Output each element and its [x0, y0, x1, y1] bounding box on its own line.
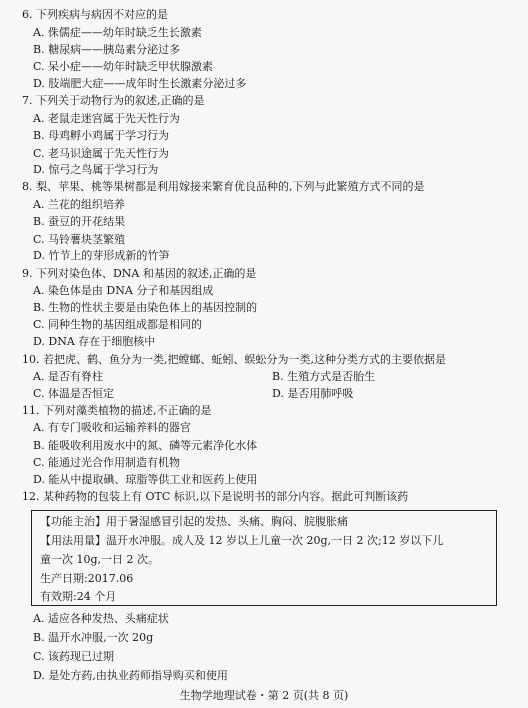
question-8-option-a: A. 兰花的组织培养 — [33, 198, 125, 211]
question-9-stem: 9. 下列对染色体、DNA 和基因的叙述,正确的是 — [22, 267, 257, 280]
question-10-option-c: C. 体温是否恒定 — [33, 387, 115, 400]
question-12-option-a: A. 适应各种发热、头痛症状 — [33, 612, 169, 625]
page-footer: 生物学地理试卷・第 2 页(共 8 页) — [179, 689, 349, 702]
box-line-shelf-life: 有效期:24 个月 — [40, 590, 117, 603]
question-7-option-a: A. 老鼠走迷宫属于先天性行为 — [33, 112, 180, 125]
question-6-stem: 6. 下列疾病与病因不对应的是 — [22, 8, 168, 21]
box-line-dosage: 【用法用量】温开水冲服。成人及 12 岁以上儿童一次 20g,一日 2 次;12 岁以下儿 — [40, 534, 444, 547]
question-7-option-d: D. 惊弓之鸟属于学习行为 — [33, 163, 159, 176]
question-11-stem: 11. 下列对藻类植物的描述,不正确的是 — [22, 404, 212, 417]
question-12-option-b: B. 温开水冲服,一次 20g — [33, 631, 154, 644]
box-line-indications: 【功能主治】用于暑湿感冒引起的发热、头痛、胸闷、脘腹胀痛 — [40, 515, 348, 528]
question-11-option-a: A. 有专门吸收和运输养料的器官 — [33, 421, 191, 434]
question-10-option-a: A. 是否有脊柱 — [33, 370, 103, 383]
question-12-stem: 12. 某种药物的包装上有 OTC 标识,以下是说明书的部分内容。据此可判断该药 — [22, 490, 409, 503]
question-8-stem: 8. 梨、苹果、桃等果树都是利用嫁接来繁育优良品种的,下列与此繁殖方式不同的是 — [22, 180, 425, 193]
question-7-option-b: B. 母鸡孵小鸡属于学习行为 — [33, 129, 170, 142]
question-6-option-d: D. 肢端肥大症——成年时生长激素分泌过多 — [33, 77, 247, 90]
question-7-stem: 7. 下列关于动物行为的叙述,正确的是 — [22, 94, 205, 107]
question-6-option-b: B. 糖尿病——胰岛素分泌过多 — [33, 43, 181, 56]
question-8-option-d: D. 竹节上的芽形成新的竹笋 — [33, 249, 170, 262]
question-9-option-a: A. 染色体是由 DNA 分子和基因组成 — [33, 284, 214, 297]
question-9-option-b: B. 生物的性状主要是由染色体上的基因控制的 — [33, 301, 258, 314]
question-11-option-b: B. 能吸收利用废水中的氮、磷等元素净化水体 — [33, 439, 258, 452]
question-11-option-c: C. 能通过光合作用制造有机物 — [33, 456, 181, 469]
question-10-option-b: B. 生殖方式是否胎生 — [272, 370, 376, 383]
box-line-dosage-cont: 童一次 10g,一日 2 次。 — [40, 553, 160, 566]
question-6-option-c: C. 呆小症——幼年时缺乏甲状腺激素 — [33, 60, 214, 73]
instruction-box — [31, 510, 497, 606]
question-8-option-b: B. 蚕豆的开花结果 — [33, 215, 126, 228]
question-11-option-d: D. 能从中提取碘、琼脂等供工业和医药上使用 — [33, 473, 258, 486]
question-8-option-c: C. 马铃薯块茎繁殖 — [33, 233, 126, 246]
question-9-option-c: C. 同种生物的基因组成都是相同的 — [33, 318, 203, 331]
question-9-option-d: D. DNA 存在于细胞核中 — [33, 335, 156, 348]
question-12-option-d: D. 是处方药,由执业药师指导购买和使用 — [33, 669, 228, 682]
question-12-option-c: C. 该药现已过期 — [33, 650, 115, 663]
question-10-stem: 10. 若把虎、鹤、鱼分为一类,把螳螂、蚯蚓、蜈蚣分为一类,这种分类方式的主要依据是 — [22, 353, 446, 366]
question-6-option-a: A. 侏儒症——幼年时缺乏生长激素 — [33, 26, 202, 39]
question-10-option-d: D. 是否用肺呼吸 — [272, 387, 354, 400]
box-line-production-date: 生产日期:2017.06 — [40, 572, 134, 585]
question-7-option-c: C. 老马识途属于先天性行为 — [33, 147, 170, 160]
